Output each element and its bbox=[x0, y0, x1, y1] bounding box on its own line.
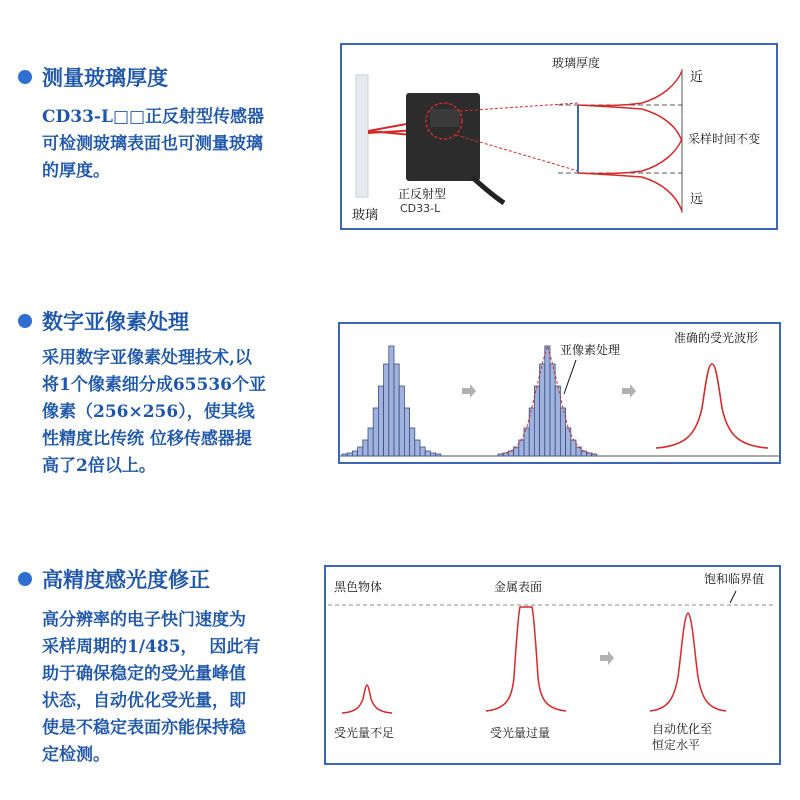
section-title-text: 数字亚像素处理 bbox=[42, 310, 189, 334]
histogram-bar bbox=[534, 386, 539, 456]
histogram-bar bbox=[430, 453, 435, 456]
desc-line: 定检测。 bbox=[42, 745, 110, 765]
histogram-bar bbox=[342, 454, 347, 456]
section-description bbox=[42, 104, 264, 185]
subpixel-label: 亚像素处理 bbox=[560, 343, 621, 357]
section-title-text: 测量玻璃厚度 bbox=[42, 66, 168, 90]
arrow-right-icon bbox=[600, 651, 614, 665]
arrow-right-icon bbox=[622, 384, 636, 398]
bullet-dot-icon bbox=[18, 70, 32, 84]
auto-optimize-label-line1: 自动优化至 bbox=[652, 722, 713, 736]
constant-sampling-label: 采样时间不变 bbox=[688, 132, 761, 146]
glass-thickness-diagram bbox=[340, 43, 778, 230]
desc-line: 将1个像素细分成65536个亚 bbox=[42, 375, 266, 395]
section-title-text: 高精度感光度修正 bbox=[42, 568, 210, 592]
desc-line: 高了2倍以上。 bbox=[42, 456, 156, 476]
sensor-model-label: CD33-L bbox=[400, 202, 441, 215]
histogram-bar bbox=[540, 364, 545, 456]
desc-line: 使是不稳定表面亦能保持稳 bbox=[42, 718, 246, 738]
histogram-bar bbox=[415, 440, 420, 456]
histogram-bar bbox=[347, 453, 352, 456]
far-label: 远 bbox=[690, 192, 704, 207]
desc-line: 高分辨率的电子快门速度为 bbox=[42, 610, 246, 630]
histogram-bar bbox=[508, 451, 513, 456]
near-label: 近 bbox=[690, 70, 704, 85]
desc-line: 采样周期的1/485， 因此有 bbox=[42, 637, 261, 657]
insufficient-light-curve bbox=[342, 685, 392, 713]
subpixel-diagram bbox=[338, 322, 781, 464]
histogram-bar bbox=[352, 451, 357, 456]
sensor-lens bbox=[430, 109, 460, 127]
desc-line: 性精度比传统 位移传感器提 bbox=[42, 429, 252, 449]
desc-line: 采用数字亚像素处理技术,以 bbox=[42, 348, 252, 368]
histogram-bar bbox=[394, 364, 399, 456]
saturation-pointer bbox=[730, 591, 736, 603]
subpixel-pointer bbox=[564, 360, 576, 394]
glass-thickness-label: 玻璃厚度 bbox=[552, 56, 601, 70]
desc-line: CD33-L□□正反射型传感器 bbox=[42, 107, 265, 127]
sensor-body bbox=[406, 93, 480, 181]
sensitivity-diagram bbox=[324, 565, 781, 765]
auto-optimize-label-line2: 恒定水平 bbox=[652, 738, 701, 752]
histogram-bar bbox=[425, 451, 430, 456]
histogram-bar bbox=[399, 386, 404, 456]
excess-light-label: 受光量过量 bbox=[490, 726, 551, 740]
histogram-bar bbox=[571, 440, 576, 456]
histogram-bar bbox=[389, 346, 394, 456]
histogram-bar bbox=[373, 408, 378, 456]
histogram-bar bbox=[384, 364, 389, 456]
glass-panel bbox=[356, 75, 368, 197]
histogram-bar bbox=[566, 428, 571, 456]
section-title-glass-thickness bbox=[18, 62, 168, 92]
desc-line: 助于确保稳定的受光量峰值 bbox=[42, 664, 246, 684]
excess-light-curve bbox=[486, 607, 566, 711]
bullet-dot-icon bbox=[18, 572, 32, 586]
histogram-bar bbox=[550, 364, 555, 456]
section-title-sensitivity bbox=[18, 564, 210, 594]
metal-surface-label: 金属表面 bbox=[494, 580, 543, 594]
accurate-waveform-label: 准确的受光波形 bbox=[674, 331, 759, 345]
histogram-bar bbox=[519, 440, 524, 456]
histogram-bar bbox=[363, 440, 368, 456]
histogram-bar bbox=[420, 447, 425, 456]
histogram-bar bbox=[410, 428, 415, 456]
bullet-dot-icon bbox=[18, 314, 32, 328]
histogram-raw bbox=[342, 346, 441, 456]
histogram-bar bbox=[404, 408, 409, 456]
sensor-cable bbox=[472, 177, 504, 203]
reflection-curve-front bbox=[578, 71, 682, 141]
histogram-bar bbox=[368, 428, 373, 456]
optimized-light-curve bbox=[650, 613, 726, 711]
arrow-right-icon bbox=[462, 384, 476, 398]
black-object-label: 黑色物体 bbox=[334, 580, 383, 594]
insufficient-light-label: 受光量不足 bbox=[334, 726, 395, 740]
accurate-waveform-curve bbox=[656, 364, 768, 448]
histogram-bar bbox=[592, 454, 597, 456]
desc-line: 像素（256×256），使其线 bbox=[42, 402, 255, 422]
desc-line: 的厚度。 bbox=[42, 161, 110, 181]
histogram-bar bbox=[498, 454, 503, 456]
section-description bbox=[42, 607, 260, 769]
histogram-bar bbox=[436, 454, 441, 456]
glass-label: 玻璃 bbox=[352, 208, 379, 223]
histogram-bar bbox=[545, 346, 550, 456]
desc-line: 状态，自动优化受光量，即 bbox=[42, 691, 246, 711]
section-description bbox=[42, 345, 266, 480]
saturation-label: 饱和临界值 bbox=[704, 572, 765, 586]
histogram-bar bbox=[358, 447, 363, 456]
histogram-bar bbox=[555, 386, 560, 456]
section-title-subpixel bbox=[18, 306, 189, 336]
desc-line: 可检测玻璃表面也可测量玻璃 bbox=[42, 134, 263, 154]
histogram-bar bbox=[524, 428, 529, 456]
reflection-curve-back bbox=[578, 139, 682, 211]
histogram-bar bbox=[581, 451, 586, 456]
histogram-bar bbox=[378, 386, 383, 456]
sensor-type-label: 正反射型 bbox=[398, 187, 447, 201]
histogram-subpixel bbox=[498, 346, 597, 456]
